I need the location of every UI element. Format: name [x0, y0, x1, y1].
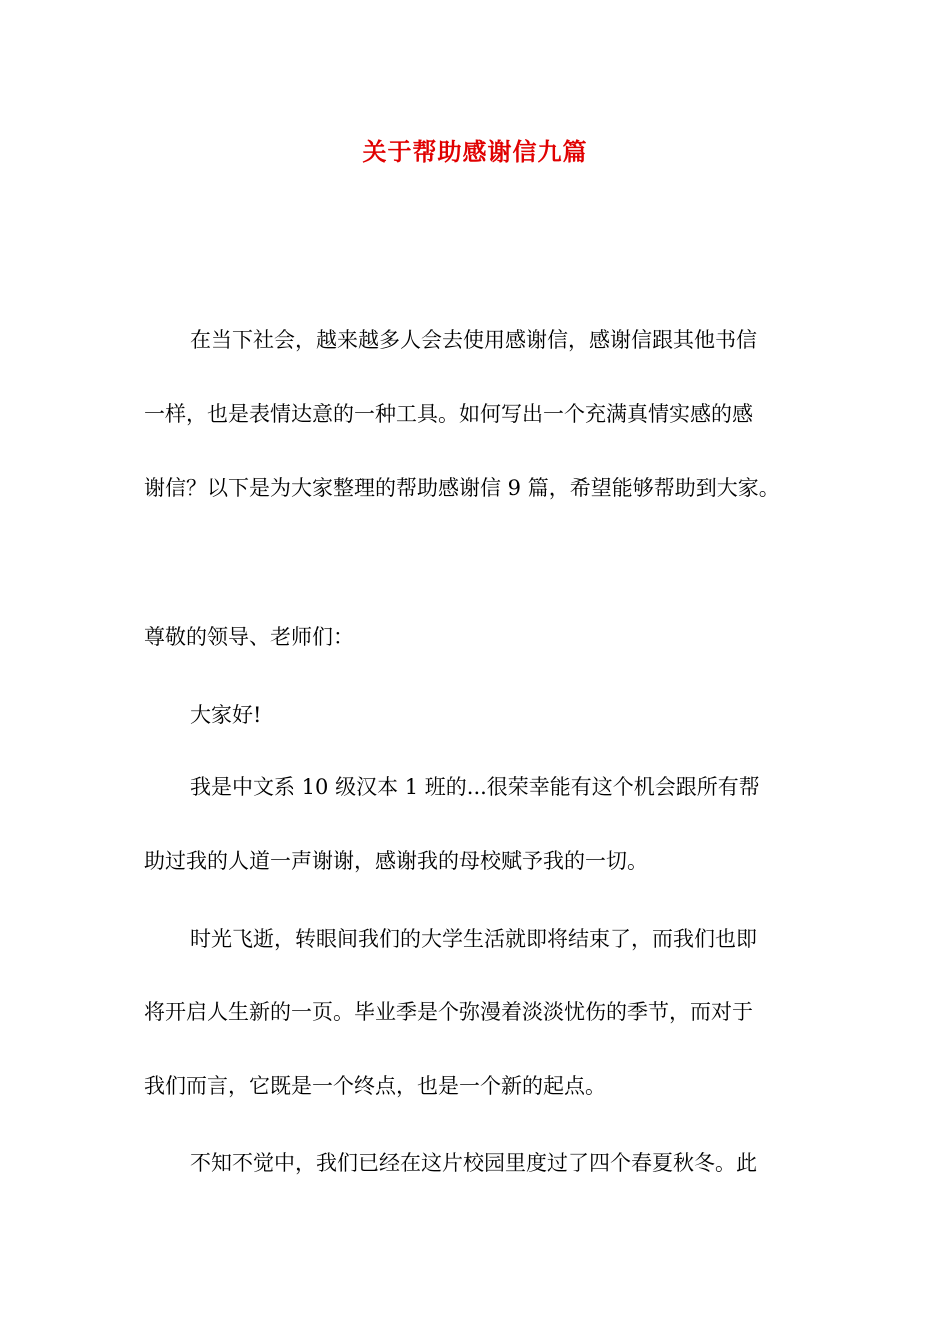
- paragraph-2-line-2: 将开启人生新的一页。毕业季是个弥漫着淡淡忧伤的季节，而对于: [144, 1000, 753, 1024]
- paragraph-2-line-3: 我们而言，它既是一个终点，也是一个新的起点。: [144, 1074, 606, 1098]
- document-title: 关于帮助感谢信九篇: [362, 137, 588, 166]
- paragraph-2-line-1: 时光飞逝，转眼间我们的大学生活就即将结束了，而我们也即: [190, 927, 757, 951]
- salutation: 尊敬的领导、老师们：: [144, 625, 354, 649]
- intro-line-1: 在当下社会，越来越多人会去使用感谢信，感谢信跟其他书信: [190, 328, 757, 352]
- paragraph-1-line-2: 助过我的人道一声谢谢，感谢我的母校赋予我的一切。: [144, 849, 648, 873]
- intro-line-3: 谢信？以下是为大家整理的帮助感谢信 9 篇，希望能够帮助到大家。: [144, 476, 780, 500]
- paragraph-3-line-1: 不知不觉中，我们已经在这片校园里度过了四个春夏秋冬。此: [190, 1151, 757, 1175]
- intro-line-2: 一样，也是表情达意的一种工具。如何写出一个充满真情实感的感: [144, 402, 753, 426]
- greeting: 大家好!: [190, 703, 262, 727]
- paragraph-1-line-1: 我是中文系 10 级汉本 1 班的...很荣幸能有这个机会跟所有帮: [190, 775, 760, 799]
